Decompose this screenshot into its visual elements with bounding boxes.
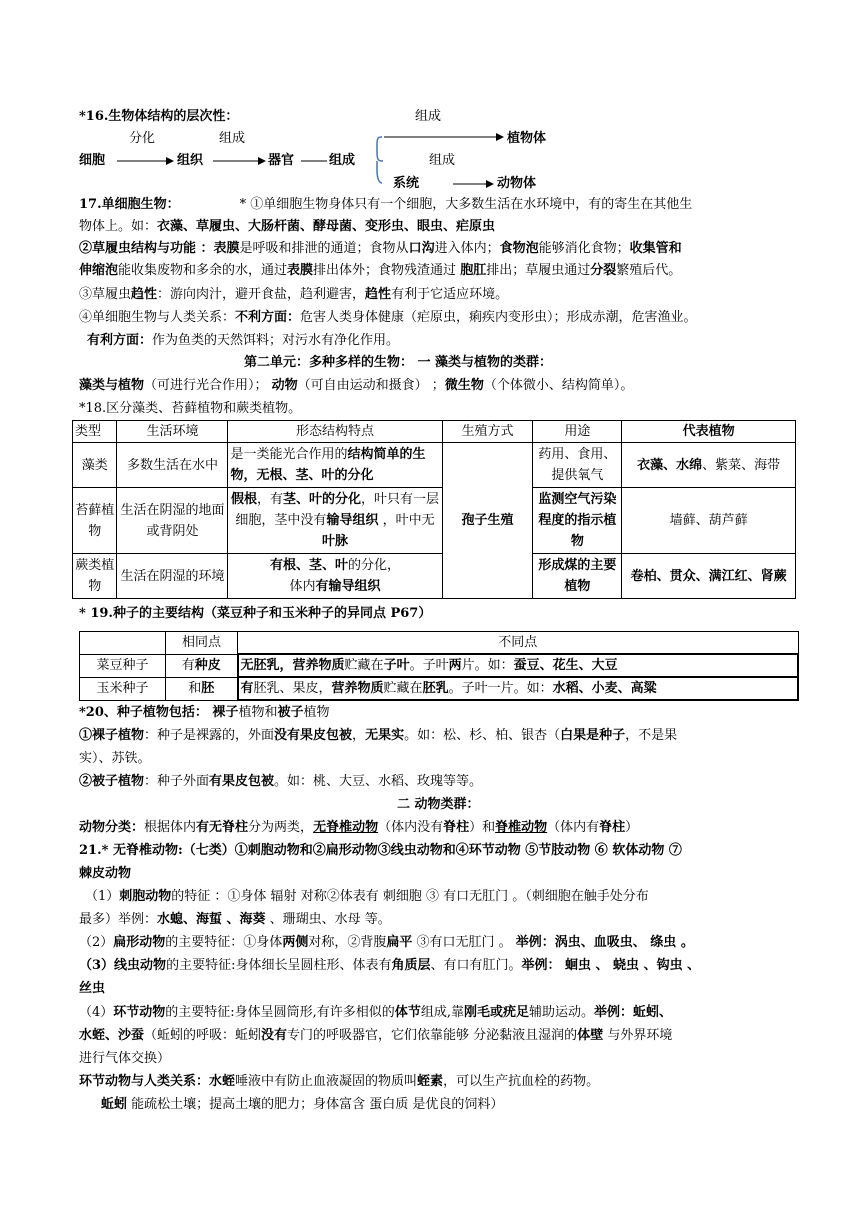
s21-p1: （1）刺胞动物的特征 ：①身体 辐射 对称②体表有 刺细胞 ③ 有口无肛门 。（刺细胞在触手处分布 [85, 889, 649, 904]
table-header-row [73, 421, 796, 443]
header-same: 相同点 [166, 632, 238, 655]
hierarchy-diagram [79, 100, 579, 195]
s17-line6: ④单细胞生物与人类关系：不利方面：危害人类身体健康（疟原虫，痢疾内变形虫）；形成赤潮，危害渔业。 [79, 310, 697, 325]
cell-morph: 有根、茎、叶的分化， 体内有输导组织 [228, 554, 442, 599]
header-repro: 生殖方式 [442, 421, 533, 443]
animal-line1: 动物分类：根据体内有无脊柱分为两类，无脊椎动物（体内没有脊柱）和脊椎动物（体内有脊柱） [79, 820, 639, 835]
s20-title: *20、种子植物包括： 裸子植物和被子植物 [79, 705, 330, 720]
header-empty [80, 632, 166, 655]
s21-rel2: 蚯蚓 能疏松土壤；提高土壤的肥力；身体富含 蛋白质 是优良的饲料） [101, 1097, 504, 1112]
header-rep: 代表植物 [622, 421, 796, 443]
header-use: 用途 [533, 421, 622, 443]
table-row [73, 443, 796, 488]
s20-line3: ②被子植物：种子外面有果皮包被。如：桃、大豆、水稻、玫瑰等等。 [79, 774, 483, 789]
cell-morph: 是一类能光合作用的结构简单的生物，无根、茎、叶的分化 [228, 443, 442, 488]
label-compose-1: 组成 [219, 131, 246, 146]
cell-morph: 假根，有茎、叶的分化，叶只有一层细胞，茎中没有输导组织 ，叶中无叶脉 [228, 488, 442, 554]
s21-line2: 棘皮动物 [79, 866, 132, 881]
label-compose-top: 组成 [415, 109, 442, 124]
cell-rep: 卷柏、贯众、满江红、肾蕨 [622, 554, 796, 599]
table-header-row [80, 632, 799, 655]
s21-rel1: 环节动物与人类关系：水蛭唾液中有防止血液凝固的物质叫蛭素，可以生产抗血栓的药物。 [79, 1074, 600, 1089]
cell-env: 多数生活在水中 [117, 443, 228, 488]
unit2-line1: 藻类与植物（可进行光合作用）； 动物（可自由运动和摄食） ；微生物（个体微小、结构简单）。 [79, 378, 634, 393]
s21-line1: 21.* 无脊椎动物:（七类）①刺胞动物和②扁形动物③线虫动物和④环节动物 ⑤节肢动物 ⑥ 软体动物 ⑦ [79, 843, 682, 858]
s17-line2: 物体上。如：衣藻、草履虫、大肠杆菌、酵母菌、变形虫、眼虫、疟原虫 [79, 219, 496, 234]
s17-line3: ②草履虫结构与功能 ：表膜是呼吸和排泄的通道；食物从口沟进入体内；食物泡能够消化食物；收集管和 [79, 241, 682, 256]
header-type: 类型 [73, 421, 117, 443]
table-row [73, 488, 796, 554]
animal-title: 二 动物类群： [397, 797, 480, 812]
cell-seed-name: 菜豆种子 [80, 654, 166, 677]
header-diff: 不同点 [238, 632, 799, 655]
s17-line7: 有利方面：作为鱼类的天然饵料；对污水有净化作用。 [87, 333, 400, 348]
cell-use: 形成煤的主要植物 [533, 554, 622, 599]
node-organ: 器官 [268, 153, 295, 168]
cell-type: 蕨类植物 [73, 554, 117, 599]
cell-same: 和胚 [166, 677, 238, 700]
cell-type: 苔藓植物 [73, 488, 117, 554]
s17-line1: 17.单细胞生物： * ①单细胞生物身体只有一个细胞，大多数生活在水环境中，有的寄生在其他生 [79, 197, 693, 212]
header-morph: 形态结构特点 [228, 421, 442, 443]
node-tissue: 组织 [177, 153, 204, 168]
plant-groups-table [72, 420, 796, 599]
s20-line2: 实）、苏铁。 [79, 751, 151, 766]
brace [377, 137, 383, 183]
label-differentiate: 分化 [129, 131, 156, 146]
cell-env: 生活在阴湿的地面或背阴处 [117, 488, 228, 554]
s16-title: *16.生物体结构的层次性： [79, 109, 239, 124]
s21-p4: （4）环节动物的主要特征:身体呈圆筒形,有许多相似的体节组成,靠刚毛或疣足辅助运动。举例：蚯蚓、 [79, 1005, 673, 1020]
cell-use: 药用、食用、提供氧气 [533, 443, 622, 488]
node-compose: 组成 [329, 153, 356, 168]
s21-p4b: 水蛭、沙蚕（蚯蚓的呼吸：蚯蚓没有专门的呼吸器官，它们依靠能够 分泌黏液且湿润的体壁 与外界环境 [79, 1028, 673, 1043]
s21-p1b: 最多）举例：水螅、海蜇 、海葵 、珊瑚虫、水母 等。 [79, 912, 391, 927]
s21-p2: （2）扁形动物的主要特征：①身体两侧对称，②背腹扁平 ③有口无肛门 。 举例：涡虫、血吸虫、 绦虫 。 [79, 935, 694, 950]
label-compose-bottom: 组成 [429, 153, 456, 168]
cell-rep: 衣藻、水绵、紫菜、海带 [622, 443, 796, 488]
header-env: 生活环境 [117, 421, 228, 443]
s21-p3: （3）线虫动物的主要特征:身体细长呈圆柱形、体表有角质层、有口有肛门。举例： 蛔虫 、 蛲虫 、钩虫 、 [79, 958, 701, 973]
cell-seed-name: 玉米种子 [80, 677, 166, 700]
cell-type: 藻类 [73, 443, 117, 488]
node-cell: 细胞 [79, 153, 106, 168]
cell-env: 生活在阴湿的环境 [117, 554, 228, 599]
table-row [80, 677, 799, 700]
s19-title: * 19.种子的主要结构（菜豆种子和玉米种子的异同点 P67） [79, 606, 432, 621]
cell-repro: 孢子生殖 [442, 443, 533, 599]
cell-diff: 有胚乳、果皮，营养物质贮藏在胚乳。子叶一片。如：水稻、小麦、高粱 [238, 677, 799, 700]
seed-table [79, 631, 799, 701]
s17-line4: 伸缩泡能收集废物和多余的水，通过表膜排出体外；食物残渣通过 胞肛排出；草履虫通过分裂繁殖后代。 [79, 263, 682, 278]
cell-same: 有种皮 [166, 654, 238, 677]
s21-p3b: 丝虫 [79, 981, 106, 996]
table-row [80, 654, 799, 677]
cell-rep: 墙藓、葫芦藓 [622, 488, 796, 554]
diagram-arrows [79, 100, 579, 195]
node-plant: 植物体 [507, 131, 547, 146]
s21-p4c: 进行气体交换） [79, 1051, 171, 1066]
cell-diff: 无胚乳，营养物质贮藏在子叶。子叶两片。如：蚕豆、花生、大豆 [238, 654, 799, 677]
s18-title: *18.区分藻类、苔藓植物和蕨类植物。 [79, 401, 302, 416]
table-row [73, 554, 796, 599]
node-system: 系统 [393, 176, 420, 191]
cell-use: 监测空气污染程度的指示植物 [533, 488, 622, 554]
s20-line1: ①裸子植物：种子是裸露的，外面没有果皮包被，无果实。如：松、杉、柏、银杏（白果是种子，不是果 [79, 728, 678, 743]
node-animal: 动物体 [497, 176, 537, 191]
s17-line5: ③草履虫趋性：游向肉汁，避开食盐，趋利避害，趋性有利于它适应环境。 [79, 287, 509, 302]
unit2-title: 第二单元：多种多样的生物： 一 藻类与植物的类群： [244, 355, 553, 370]
